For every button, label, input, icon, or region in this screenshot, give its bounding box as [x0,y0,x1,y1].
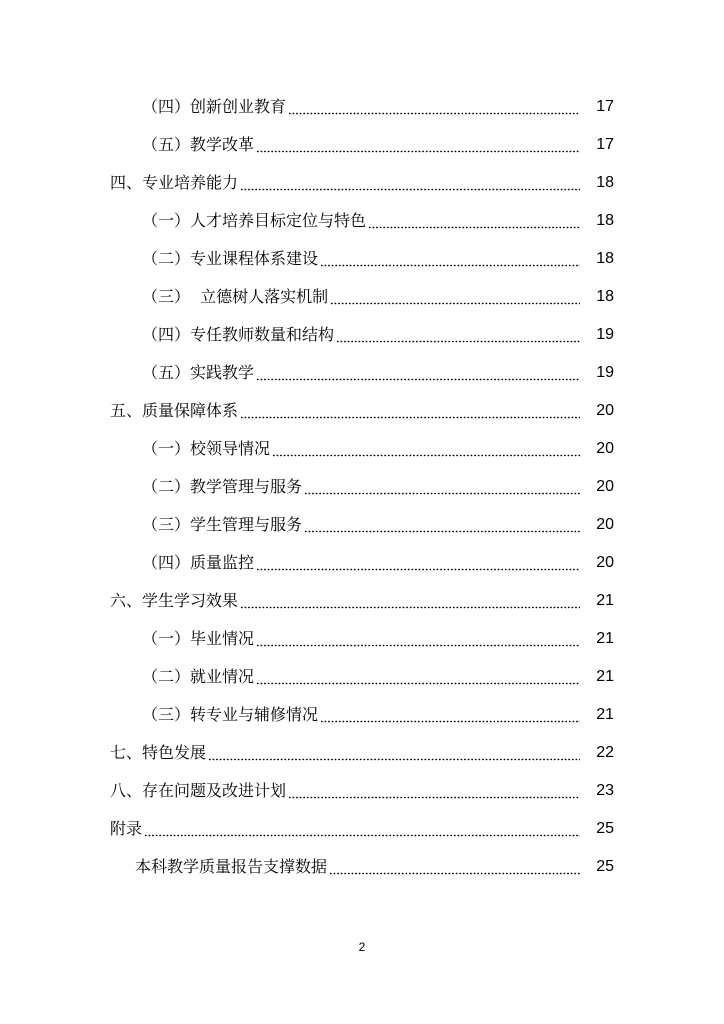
toc-entry[interactable] [0,772,724,810]
toc-entry-title: 六、学生学习效果 [110,591,239,610]
toc-entry-page: 25 [596,858,614,875]
toc-dot-leader [304,477,580,497]
toc-dot-leader [320,249,580,269]
toc-dot-leader [320,705,580,725]
toc-entry-page: 17 [596,136,614,153]
toc-entry[interactable] [0,392,724,430]
toc-entry-page: 21 [596,706,614,723]
toc-entry-page: 23 [596,782,614,799]
toc-entry-page: 20 [596,554,614,571]
toc-entry-title: （四）创新创业教育 [142,97,287,116]
toc-entry-title: （二）就业情况 [142,667,255,686]
toc-entry-page: 18 [596,212,614,229]
toc-entry[interactable] [0,126,724,164]
toc-entry-page: 17 [596,98,614,115]
toc-entry-title: （三）转专业与辅修情况 [142,705,319,724]
toc-entry[interactable] [0,468,724,506]
toc-entry[interactable] [0,696,724,734]
toc-entry[interactable] [0,240,724,278]
toc-entry-page: 20 [596,516,614,533]
table-of-contents [0,88,724,886]
toc-entry-page: 21 [596,668,614,685]
toc-dot-leader [336,325,580,345]
toc-entry-title: （五）教学改革 [142,135,255,154]
toc-entry[interactable] [0,582,724,620]
toc-entry-title: 五、质量保障体系 [110,401,239,420]
toc-dot-leader [256,553,580,573]
toc-dot-leader [272,439,580,459]
toc-entry-title: （三） 立德树人落实机制 [142,287,329,306]
toc-entry-page: 18 [596,174,614,191]
toc-entry-title: （四）质量监控 [142,553,255,572]
toc-entry[interactable] [0,734,724,772]
toc-dot-leader [240,591,580,611]
toc-entry[interactable] [0,544,724,582]
toc-entry[interactable] [0,658,724,696]
toc-dot-leader [240,173,580,193]
toc-entry-title: （五）实践教学 [142,363,255,382]
toc-entry-title: （二）专业课程体系建设 [142,249,319,268]
toc-entry[interactable] [0,164,724,202]
toc-entry[interactable] [0,316,724,354]
toc-dot-leader [256,363,580,383]
toc-entry[interactable] [0,506,724,544]
toc-entry-title: （一）人才培养目标定位与特色 [142,211,367,230]
toc-entry-page: 18 [596,288,614,305]
toc-dot-leader [240,401,580,421]
toc-entry-title: （二）教学管理与服务 [142,477,303,496]
toc-entry-page: 18 [596,250,614,267]
toc-entry[interactable] [0,620,724,658]
toc-dot-leader [256,667,580,687]
toc-entry-title: 四、专业培养能力 [110,173,239,192]
toc-dot-leader [208,743,580,763]
toc-entry[interactable] [0,848,724,886]
toc-entry[interactable] [0,202,724,240]
toc-entry-title: （四）专任教师数量和结构 [142,325,335,344]
toc-entry-title: 八、存在问题及改进计划 [110,781,287,800]
toc-dot-leader [288,97,580,117]
toc-entry-page: 19 [596,326,614,343]
toc-entry-page: 21 [596,630,614,647]
toc-entry-page: 20 [596,440,614,457]
toc-entry-page: 20 [596,478,614,495]
toc-entry-page: 22 [596,744,614,761]
toc-dot-leader [256,135,580,155]
toc-entry-page: 21 [596,592,614,609]
toc-entry[interactable] [0,278,724,316]
toc-entry-title: （一）校领导情况 [142,439,271,458]
toc-dot-leader [288,781,580,801]
toc-entry-title: 附录 [110,819,143,838]
toc-entry-title: （三）学生管理与服务 [142,515,303,534]
toc-entry-title: 七、特色发展 [110,743,207,762]
toc-dot-leader [304,515,580,535]
toc-entry[interactable] [0,88,724,126]
toc-entry-title: （一）毕业情况 [142,629,255,648]
toc-dot-leader [329,857,580,877]
toc-entry[interactable] [0,810,724,848]
toc-dot-leader [144,819,580,839]
toc-entry-page: 19 [596,364,614,381]
toc-entry[interactable] [0,354,724,392]
page-number: 2 [358,940,366,954]
toc-dot-leader [256,629,580,649]
toc-entry-title: 本科教学质量报告支撑数据 [135,857,328,876]
toc-entry-page: 25 [596,820,614,837]
toc-dot-leader [368,211,580,231]
toc-entry-page: 20 [596,402,614,419]
toc-entry[interactable] [0,430,724,468]
toc-dot-leader [330,287,580,307]
